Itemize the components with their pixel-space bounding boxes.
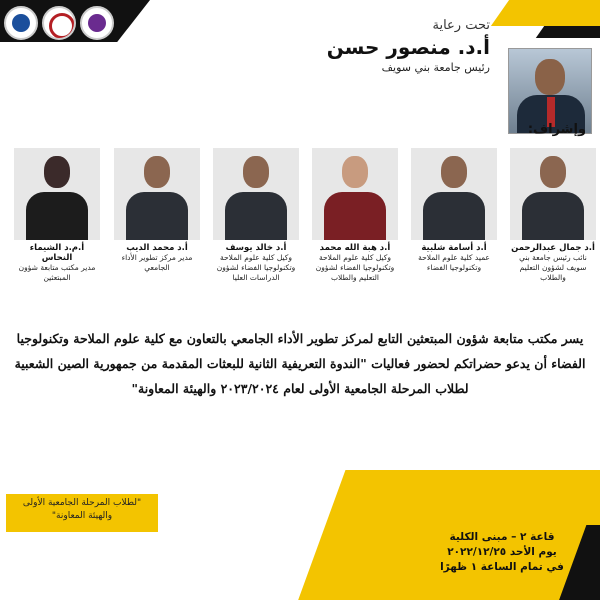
event-hall: قاعة ٢ – مبنى الكلية [449,531,555,543]
top-right-black-band [536,26,600,38]
committee-members [4,148,596,313]
supervision-label: وإشراف: [527,122,586,137]
faculty-logo [80,6,114,40]
member-photo [14,148,100,240]
member-photo [312,148,398,240]
member-role: نائب رئيس جامعة بني سويف لشؤون التعليم والطلاب [519,253,587,282]
member-name: أ.م.د الشيماء النحاس [29,243,85,264]
audience-box [6,494,158,532]
member-name: أ.د هبة الله محمد [319,243,391,253]
top-right-yellow-band [491,0,600,26]
sponsor-block [327,18,490,74]
member-role: عميد كلية علوم الملاحة وتكنولوجيا الفضاء [418,253,490,272]
member-card [114,148,200,273]
event-details [420,530,584,576]
member-role: وكيل كلية علوم الملاحة وتكنولوجيا الفضاء لشؤون التعليم والطلاب [315,253,395,282]
member-photo [213,148,299,240]
member-name: أ.د خالد يوسف [225,243,287,253]
logos [4,6,114,40]
member-card [14,148,100,283]
member-role: مدير مركز تطوير الأداء الجامعي [121,253,193,272]
member-card [312,148,398,282]
member-photo [411,148,497,240]
event-date: يوم الأحد ٢٠٢٢/١٢/٢٥ [447,546,557,559]
member-name: أ.د جمال عبدالرحمن [511,243,595,253]
member-photo [510,148,596,240]
university-logo [4,6,38,40]
audience-line-2: والهيئة المعاونة" [51,511,113,522]
event-time: في تمام الساعة ١ ظهرًا [440,561,564,574]
center-logo [42,6,76,40]
member-card [510,148,596,282]
audience-line-1: "لطلاب المرحلة الجامعية الأولى [22,498,142,508]
member-card [411,148,497,273]
member-role: وكيل كلية علوم الملاحة وتكنولوجيا الفضاء لشؤون الدراسات العليا [216,253,296,282]
member-photo [114,148,200,240]
member-name: أ.د محمد الديب [126,243,188,253]
sponsor-title: رئيس جامعة بني سويف [381,61,490,74]
member-name: أ.د أسامة شلبية [421,243,487,253]
sponsor-name: أ.د. منصور حسن [326,35,490,59]
sponsor-label: تحت رعاية [432,18,490,33]
member-card [213,148,299,282]
invitation-text: يسر مكتب متابعة شؤون المبتعثين التابع لمركز تطوير الأداء الجامعي بالتعاون مع كلية علوم الملاحة وتكنولوجيا الفضاء أن يدعو حضراتكم لحضور فعاليات "الندوة التعريفية الثانية للبعثات المقدمة من جمهورية الصين الشعبية لطلاب المرحلة الجامعية الأولى لعام ٢٠٢٣/٢٠٢٤ والهيئة المعاونة" [14,331,586,396]
member-role: مدير مكتب متابعة شؤون المبتعثين [18,263,96,283]
